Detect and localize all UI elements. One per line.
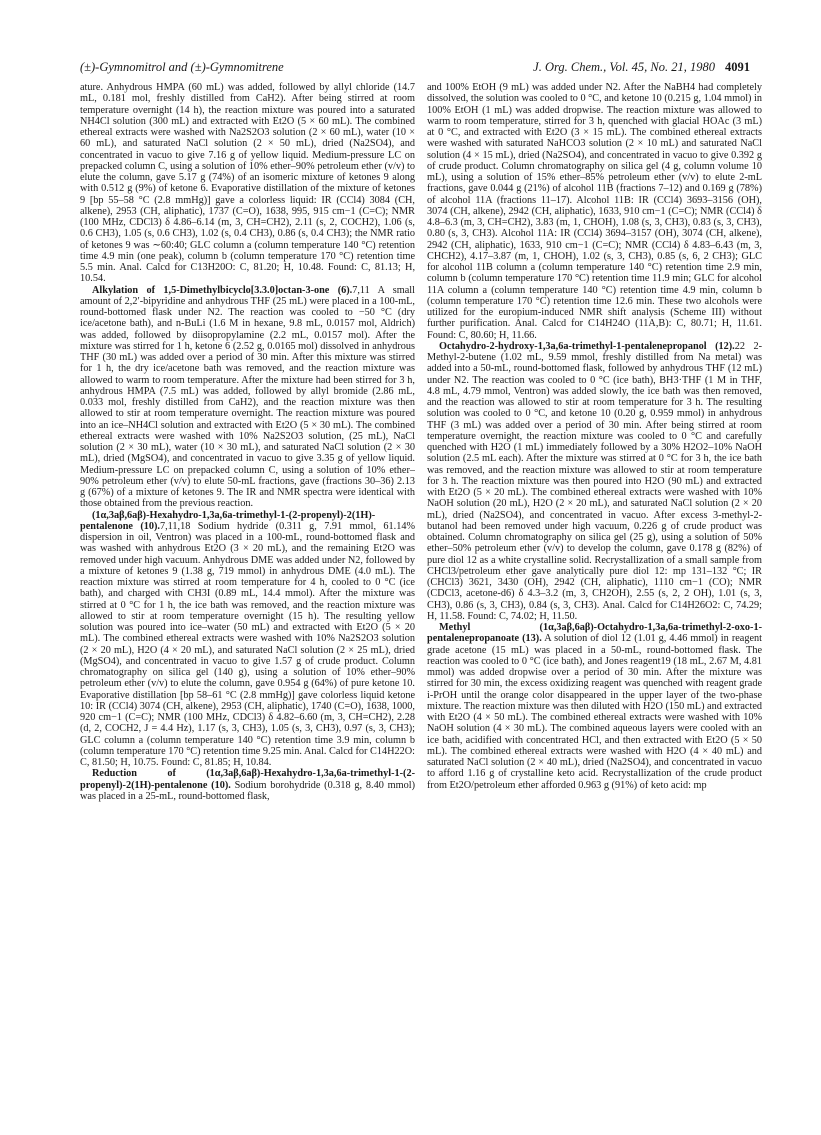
paragraph (427, 341, 762, 622)
paragraph-text: 7,11 A small amount of 2,2′-bipyridine and anhydrous THF (25 mL) were placed in a 100-mL, round-bottomed flask under N2. The reaction was cooled to −50 °C (dry ice/acetone bath), and n-BuLi (1.6 M in hexane, 9.8 mL, 0.0157 mol, Aldrich) was added, followed by diisopropylamine (2.2 mL, 0.0157 mol). After the mixture was stirred for 1 h, ketone 6 (2.52 g, 0.0165 mol) dissolved in anhydrous THF (30 mL) was added over a period of 30 min. After this mixture was stirred for 1 h, the dry ice/acetone bath was removed, and the reaction mixture was allowed to warm to room temperature. After the mixture had been stirred for 3 h, anhydrous HMPA (7.5 mL) was added, followed by allyl bromide (2.86 mL, 0.033 mol, freshly distilled from CaH2), and the reaction mixture was then allowed to stir at room temperature overnight. The reaction mixture was poured into an ice–NH4Cl solution and extracted with Et2O (5 × 30 mL). The combined ethereal extracts were washed with 10% Na2S2O3 solution, (25 mL), NaCl solution (2 × 30 mL), water (10 × 30 mL), and saturated NaCl solution (2 × 30 mL), dried (MgSO4), and concentrated in vacuo to give 3.35 g of yellow liquid. Medium-pressure LC on prepacked column C, using a solution of 10% ether–90% petroleum ether (v/v) to elute 50-mL fractions, gave (fractions 30–36) 2.13 g (67%) of a mixture of ketones 9. The IR and NMR spectra were identical with those obtained from the previous reaction. (80, 284, 415, 510)
paragraph (80, 82, 415, 285)
paragraph (80, 510, 415, 769)
left-column (80, 82, 415, 1117)
paragraph (80, 285, 415, 510)
paragraph-text: and 100% EtOH (9 mL) was added under N2. After the NaBH4 had completely dissolved, the solution was cooled to 0 °C, and ketone 10 (0.215 g, 1.04 mmol) in 100% EtOH (1 mL) was added dropwise. The reaction mixture was allowed to warm to room temperature, stirred for 3 h, quenched with glacial HOAc (3 mL) at 0 °C, and extracted with Et2O (3 × 15 mL). The combined ethereal extracts were washed with saturated NaHCO3 solution (2 × 10 mL) and saturated NaCl solution (4 × 15 mL), dried (Na2SO4), and concentrated in vacuo to give 0.392 g of crude product. Column chromatography on silica gel (4 g, column volume 10 mL), using a solution of 15% ether–85% petroleum ether (v/v) to elute 2-mL fractions, gave 0.044 g (21%) of alcohol 11B (fractions 7–12) and 0.169 g (78%) of alcohol 11A (fractions 11–17). Alcohol 11B: IR (CCl4) 3693–3156 (OH), 3074 (CH, alkene), 2942 (CH, aliphatic), 1633, 910 cm−1 (C=C); NMR (CCl4) δ 4.8–6.3 (m, 3, CH=CH2), 3.83 (m, 1, CHOH), 1.08 (s, 3, CH3), 0.83 (s, 3, CH3), 0.80 (s, 3, CH3). Alcohol 11A: IR (CCl4) 3694–3157 (OH), 3074 (CH, alkene), 2942 (CH, aliphatic), 1633, 910 cm−1 (C=C); NMR (CCl4) δ 4.83–6.43 (m, 3, CHCH2), 4.17–3.87 (m, 1, CHOH), 1.02 (s, 3, CH3), 0.85 (s, 6, 2 CH3); GLC for alcohol 11B column a (column temperature 140 °C) retention time 2.9 min, column b (column temperature 170 °C) retention time 11.9 min; GLC for alcohol 11A column a (column temperature 140 °C) retention time 4.9 min, column b (column temperature 170 °C) retention time 12.6 min. These two alcohols were utilized for the europium-induced NMR shift analysis (Scheme III) without further purification. Anal. Calcd for C14H24O (11A,B): C, 80.71; H, 11.61. Found: C, 80.60; H, 11.66. (427, 82, 762, 341)
journal-name: J. Org. Chem., Vol. 45, No. 21, 1980 (533, 60, 715, 74)
paragraph-title: Reduction of (1α,3aβ,6aβ)-Hexahydro-1,3a,6a-trimethyl-1-(2-propenyl)-2(1H)-pentalenone (10). (80, 768, 415, 791)
paragraph-text: Sodium borohydride (0.318 g, 8.40 mmol) was placed in a 25-mL, round-bottomed flask, (80, 779, 415, 802)
paragraph (427, 82, 762, 341)
paragraph-title: (1α,3aβ,6aβ)-Hexahydro-1,3a,6a-trimethyl-1-(2-propenyl)-2(1H)-pentalenone (10). (80, 509, 376, 532)
paragraph (80, 768, 415, 802)
page-header (80, 60, 750, 80)
paragraph-title: Methyl (1α,3aβ,6aβ)-Octahydro-1,3a,6a-trimethyl-2-oxo-1-pentalenepropanoate (13). (427, 622, 762, 645)
paragraph-text: 7,11,18 Sodium hydride (0.311 g, 7.91 mmol, 61.14% dispersion in oil, Ventron) was placed in a 100-mL, round-bottomed flask and was washed with anhydrous Et2O (3 × 20 mL), and the remaining Et2O was removed under high vacuum. Anhydrous DME was added under N2, followed by a mixture of ketones 9 (1.38 g, 719 mmol) in anhydrous DME (4.0 mL). The reaction mixture was stirred at room temperature for 4 h, cooled to 0 °C (ice bath), and charged with CH3I (0.89 mL, 14.4 mmol). After the mixture was stirred at 0 °C for 1 h, the ice bath was removed, and the reaction mixture was allowed to stir at room temperature overnight (15 h). The resulting yellow solution was poured into ice–water (50 mL) and extracted with Et2O (5 × 20 mL). The combined ethereal extracts were washed with 10% Na2S2O3 solution (2 × 20 mL), H2O (4 × 20 mL), and saturated NaCl solution (2 × 25 mL), dried (MgSO4), and concentrated in vacuo to give 1.57 g of crude product. Column chromatography on silica gel (140 g), using a solution of 10% ether–90% petroleum ether (v/v) to elute the column, gave 0.954 g (64%) of pure ketone 10. Evaporative distillation [bp 58–61 °C (2.8 mmHg)] gave colorless liquid ketone 10: IR (CCl4) 3074 (CH, alkene), 2953 (CH, aliphatic), 1740 (C=O), 1638, 1000, 920 cm−1 (C=C); NMR (100 MHz, CDCl3) δ 4.82–6.60 (m, 3, CH=CH2), 2.28 (d, 2, COCH2, J = 4.4 Hz), 1.17 (s, 3, CH3), 1.05 (s, 3, CH3), 0.97 (s, 3, CH3); GLC column a (column temperature 140 °C) retention time 3.9 min, column b (column temperature 170 °C) retention time 9.25 min. Anal. Calcd for C14H22O: C, 81.50; H, 10.75. Found: C, 81.85; H, 10.84. (80, 520, 415, 768)
paragraph-title: Alkylation of 1,5-Dimethylbicyclo[3.3.0]octan-3-one (6). (92, 284, 353, 296)
paragraph-text: ature. Anhydrous HMPA (60 mL) was added, followed by allyl chloride (14.7 mL, 0.181 mol, freshly distilled from CaH2). After being stirred at room temperature overnight (14 h), the reaction mixture was poured into a saturated NH4Cl solution (300 mL) and extracted with Et2O (5 × 60 mL). The combined ethereal extracts were washed with Na2S2O3 solution (2 × 60 mL), water (10 × 60 mL), and saturated NaCl solution (2 × 50 mL), dried (Na2SO4), and concentrated in vacuo to give 7.16 g of yellow liquid. Medium-pressure LC on prepacked column C, using a solution of 10% ether–90% petroleum ether (v/v) to elute the column, gave 5.17 g (74%) of an isomeric mixture of ketones 9 along with 0.512 g (9%) of ketone 6. Evaporative distillation of the mixture of ketones 9 [bp 55–58 °C (2.8 mmHg)] gave a colorless liquid: IR (CCl4) 3084 (CH, alkene), 2953 (CH, aliphatic), 1737 (C=O), 1638, 995, 915 cm−1 (C=C); NMR (100 MHz, CDCl3) δ 4.86–6.14 (m, 3, CH=CH2), 2.11 (s, 2, COCH2), 1.06 (s, 0.6 CH3), 1.05 (s, 0.6 CH3), 1.02 (s, 0.4 CH3), 0.86 (s, 0.4 CH3); the NMR ratio of ketones 9 was ∼60:40; GLC column a (column temperature 140 °C) retention time 4.9 min (one peak), column b (column temperature 170 °C) retention time 5.5 min. Anal. Calcd for C13H20O: C, 81.20; H, 10.48. Found: C, 81.13; H, 10.54. (80, 82, 415, 285)
page-number: 4091 (725, 60, 750, 74)
paragraph-text: 22 2-Methyl-2-butene (1.02 mL, 9.59 mmol, freshly distilled from Na metal) was added into a 50-mL, round-bottomed flask, followed by anhydrous THF (12 mL) under N2. The reaction was cooled to 0 °C (ice bath), BH3·THF (1 M in THF, 4.8 mL, 4.79 mmol, Ventron) was added slowly, the ice bath was then removed, and the reaction was allowed to stir at room temperature for 3 h. The resulting solution was cooled to 0 °C, and ketone 10 (0.20 g, 0.959 mmol) in anhydrous THF (3 mL) was added over a period of 30 min. After being stirred at room temperature overnight, the reaction mixture was cooled to 0 °C and carefully quenched with H2O (1 mL) immediately followed by a 30% H2O2–10% NaOH solution (2.5 mL each). After the mixture was stirred at 0 °C for 3 h, the ice bath was removed, and the reaction mixture was allowed to stir at room temperature for 3 h. The reaction mixture was then poured into H2O (90 mL) and extracted with Et2O (5 × 20 mL). The combined ethereal extracts were washed with 10% NaOH solution (20 mL), H2O (2 × 20 mL), and saturated NaCl solution (2 × 20 mL), dried (Na2SO4), and concentrated in vacuo. After excess 3-methyl-2-butanol had been removed under high vacuum, 0.226 g of crude product was obtained. Column chromatography on silica gel (25 g), using a solution of 50% ether–50% petroleum ether (v/v) to develop the column, gave 0.178 g (82%) of pure diol 12 as a white crystalline solid. Recrystallization of a small sample from CHCl3/petroleum ether gave analytically pure diol 12: mp 131–132 °C; IR (CHCl3) 3621, 3430 (OH), 2942 (CH, aliphatic), 1110 cm−1 (CO); NMR (CDCl3, acetone-d6) δ 4.3–3.2 (m, 3, CH2OH), 2.55 (s, 2, 2 OH), 1.01 (s, 3, CH3), 0.86 (s, 3, CH3), 0.84 (s, 3, CH3). Anal. Calcd for C14H26O2: C, 74.29; H, 11.58. Found: C, 74.02; H, 11.50. (427, 340, 762, 622)
journal-citation (533, 60, 750, 75)
paragraph-title: Octahydro-2-hydroxy-1,3a,6a-trimethyl-1-pentalenepropanol (12). (439, 340, 735, 352)
running-title: (±)-Gymnomitrol and (±)-Gymnomitrene (80, 60, 284, 74)
paragraph-text: A solution of diol 12 (1.01 g, 4.46 mmol) in reagent grade acetone (15 mL) was placed in a 50-mL, round-bottomed flask. The reaction was cooled to 0 °C (ice bath), and Jones reagent19 (18 mL, 2.67 M, 4.81 mmol) was added dropwise over a period of 30 min. After the mixture was stirred for 30 min, the excess oxidizing reagent was quenched with reagent grade i-PrOH until the orange color disappeared in the upper layer of the two-phase mixture. The reaction mixture was then diluted with H2O (150 mL) and extracted with Et2O (4 × 50 mL). The combined ethereal extracts were washed with 10% NaOH solution (4 × 30 mL). The combined aqueous layers were cooled with an ice bath, acidified with concentrated HCl, and then extracted with Et2O (5 × 50 mL). The combined ethereal extracts were washed with H2O (4 × 40 mL) and saturated NaCl solution (2 × 40 mL), dried (Na2SO4), and concentrated in vacuo to afford 1.16 g of crystalline keto acid. Recrystallization of the crude product from Et2O/petroleum ether afforded 0.963 g (91%) of keto acid: mp (427, 633, 762, 791)
right-column (427, 82, 762, 1117)
paragraph (427, 622, 762, 791)
